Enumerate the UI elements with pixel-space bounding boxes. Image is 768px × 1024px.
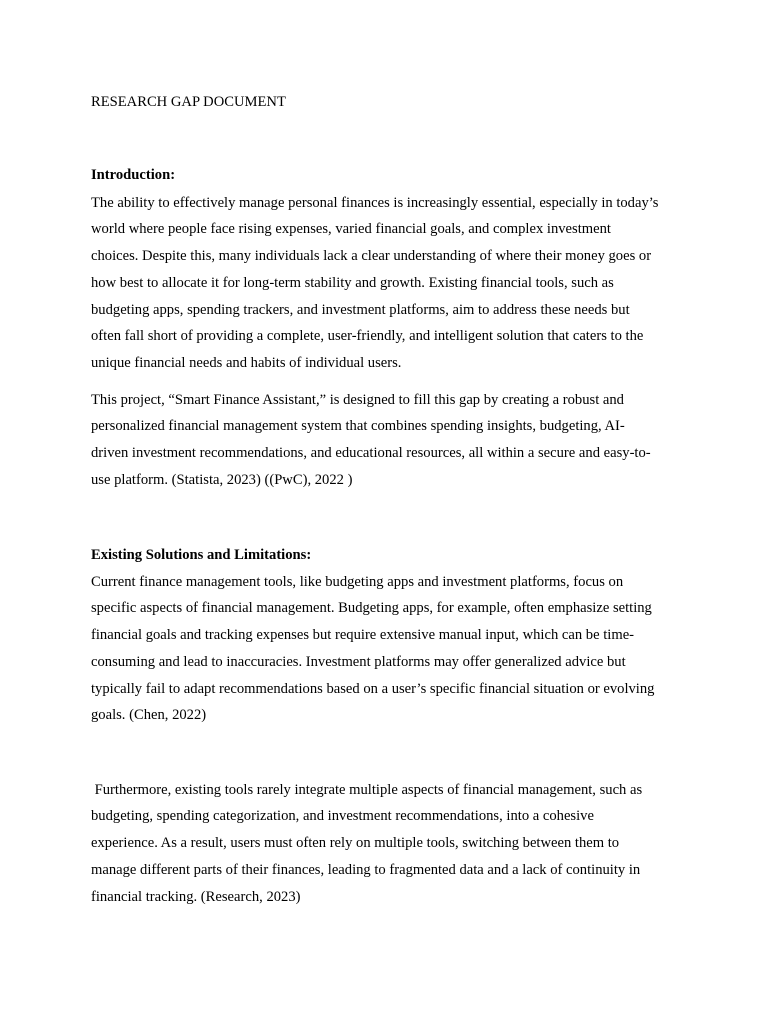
text-line: experience. As a result, users must often rely on multiple tools, switching between them to <box>91 835 620 852</box>
text-line: specific aspects of financial management. Budgeting apps, for example, often emphasize setting <box>91 600 652 617</box>
existing-solutions-paragraph-1 <box>91 569 691 730</box>
text-line: Current finance management tools, like budgeting apps and investment platforms, focus on <box>91 573 624 590</box>
text-line: typically fail to adapt recommendations based on a user’s specific financial situation or evolving <box>91 680 655 697</box>
text-line: how best to allocate it for long-term stability and growth. Existing financial tools, such as <box>91 274 614 291</box>
section-heading-existing-solutions: Existing Solutions and Limitations: <box>91 547 312 563</box>
existing-solutions-paragraph-2 <box>91 777 691 911</box>
text-line: choices. Despite this, many individuals lack a clear understanding of where their money goes or <box>91 248 652 265</box>
text-line: goals. (Chen, 2022) <box>91 707 207 724</box>
text-line: Furthermore, existing tools rarely integrate multiple aspects of financial management, such as <box>91 781 643 798</box>
text-line: unique financial needs and habits of individual users. <box>91 355 402 372</box>
text-line: budgeting, spending categorization, and investment recommendations, into a cohesive <box>91 808 594 825</box>
text-line: driven investment recommendations, and educational resources, all within a secure and easy-to- <box>91 445 651 462</box>
text-line: financial goals and tracking expenses but require extensive manual input, which can be time- <box>91 627 635 644</box>
text-line: financial tracking. (Research, 2023) <box>91 888 301 905</box>
text-line: budgeting apps, spending trackers, and investment platforms, aim to address these needs but <box>91 301 630 318</box>
text-line: often fall short of providing a complete, user-friendly, and intelligent solution that caters to the <box>91 328 644 345</box>
text-line: consuming and lead to inaccuracies. Investment platforms may offer generalized advice but <box>91 653 626 670</box>
text-line: world where people face rising expenses, varied financial goals, and complex investment <box>91 221 611 238</box>
text-line: This project, “Smart Finance Assistant,” is designed to fill this gap by creating a robust and <box>91 391 624 408</box>
section-heading-introduction: Introduction: <box>91 167 176 183</box>
document-title: RESEARCH GAP DOCUMENT <box>91 94 286 110</box>
text-line: The ability to effectively manage personal finances is increasingly essential, especially in today’s <box>91 194 659 211</box>
introduction-paragraph-2 <box>91 387 691 494</box>
text-line: manage different parts of their finances, leading to fragmented data and a lack of continuity in <box>91 861 641 878</box>
introduction-paragraph-1 <box>91 190 691 378</box>
text-line: use platform. (Statista, 2023) ((PwC), 2022 ) <box>91 471 353 488</box>
text-line: personalized financial management system that combines spending insights, budgeting, AI- <box>91 418 625 435</box>
